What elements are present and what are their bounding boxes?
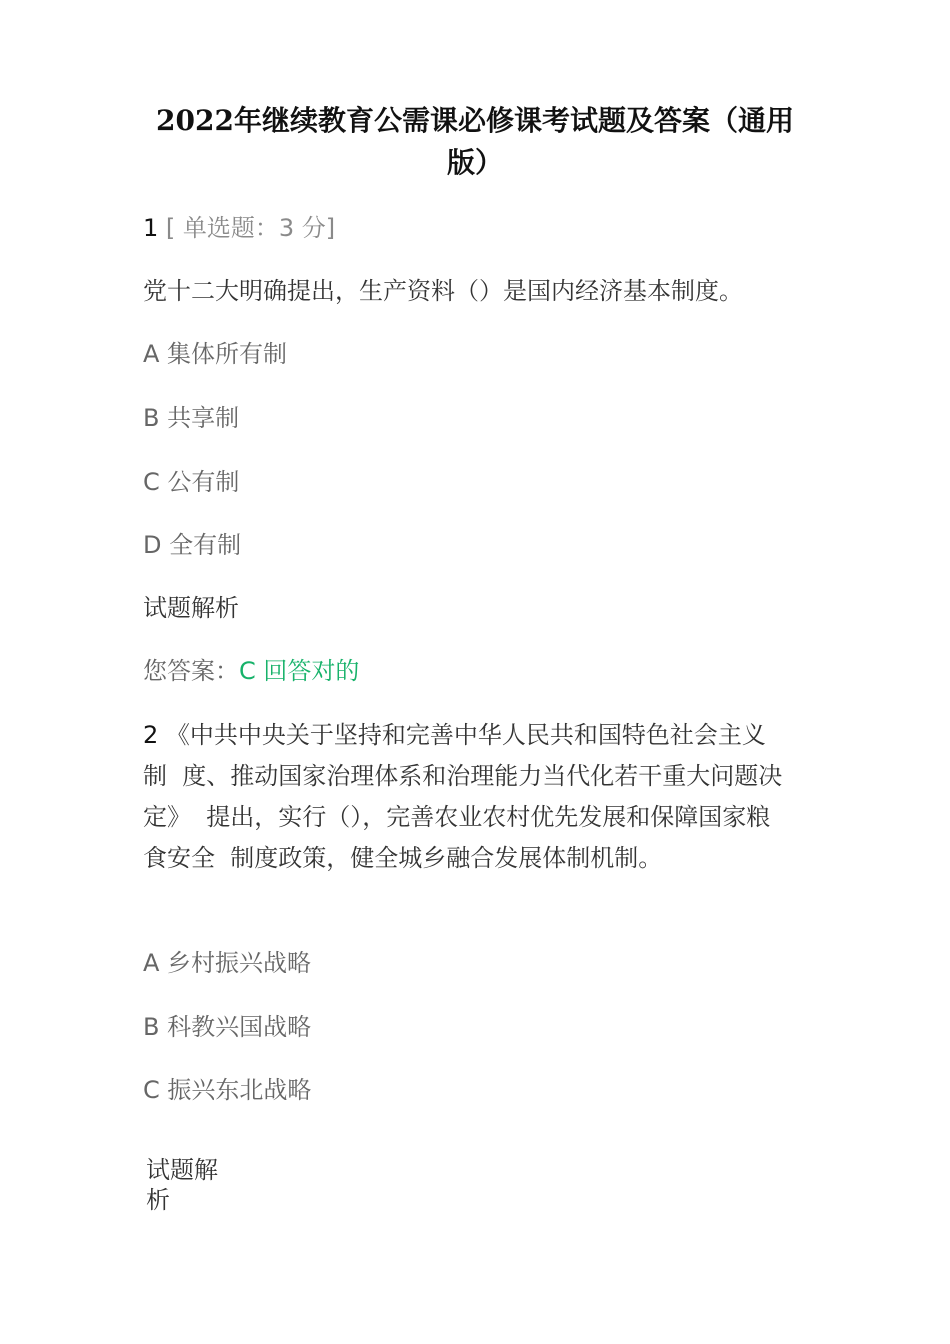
question-2-option-b: B 科教兴国战略 <box>143 1013 312 1041</box>
question-1-header <box>143 208 335 248</box>
question-number: 2 <box>143 721 159 749</box>
question-2-analysis-label: 试题解析 <box>146 1156 218 1214</box>
question-2-option-a: A 乡村振兴战略 <box>143 949 312 977</box>
answer-value: C 回答对的 <box>239 657 360 685</box>
question-number: 1 <box>143 214 159 242</box>
question-2-option-c: C 振兴东北战略 <box>143 1076 312 1104</box>
question-1-analysis-label: 试题解析 <box>143 594 239 622</box>
question-1-stem: 党十二大明确提出，生产资料（）是国内经济基本制度。 <box>143 277 743 305</box>
document-title: 2022年继续教育公需课必修课考试题及答案（通用版） <box>156 104 794 179</box>
question-1-option-a: A 集体所有制 <box>143 340 288 368</box>
question-2-stem: 《中共中央关于坚持和完善中华人民共和国特色社会主义制 度、推动国家治理体系和治理能力当代化若干重大问题决定》 提出，实行（），完善农业农村优先发展和保障国家粮食安全 制度政策，健全城乡融合发展体制机制。 <box>143 721 783 872</box>
question-2-body <box>143 715 783 879</box>
question-1-answer <box>143 651 359 691</box>
question-1-option-b: B 共享制 <box>143 404 240 432</box>
question-1-option-d: D 全有制 <box>143 531 242 559</box>
question-1-option-c: C 公有制 <box>143 468 240 496</box>
question-type-meta: [ 单选题：3 分] <box>165 214 336 242</box>
answer-label: 您答案： <box>143 657 239 685</box>
